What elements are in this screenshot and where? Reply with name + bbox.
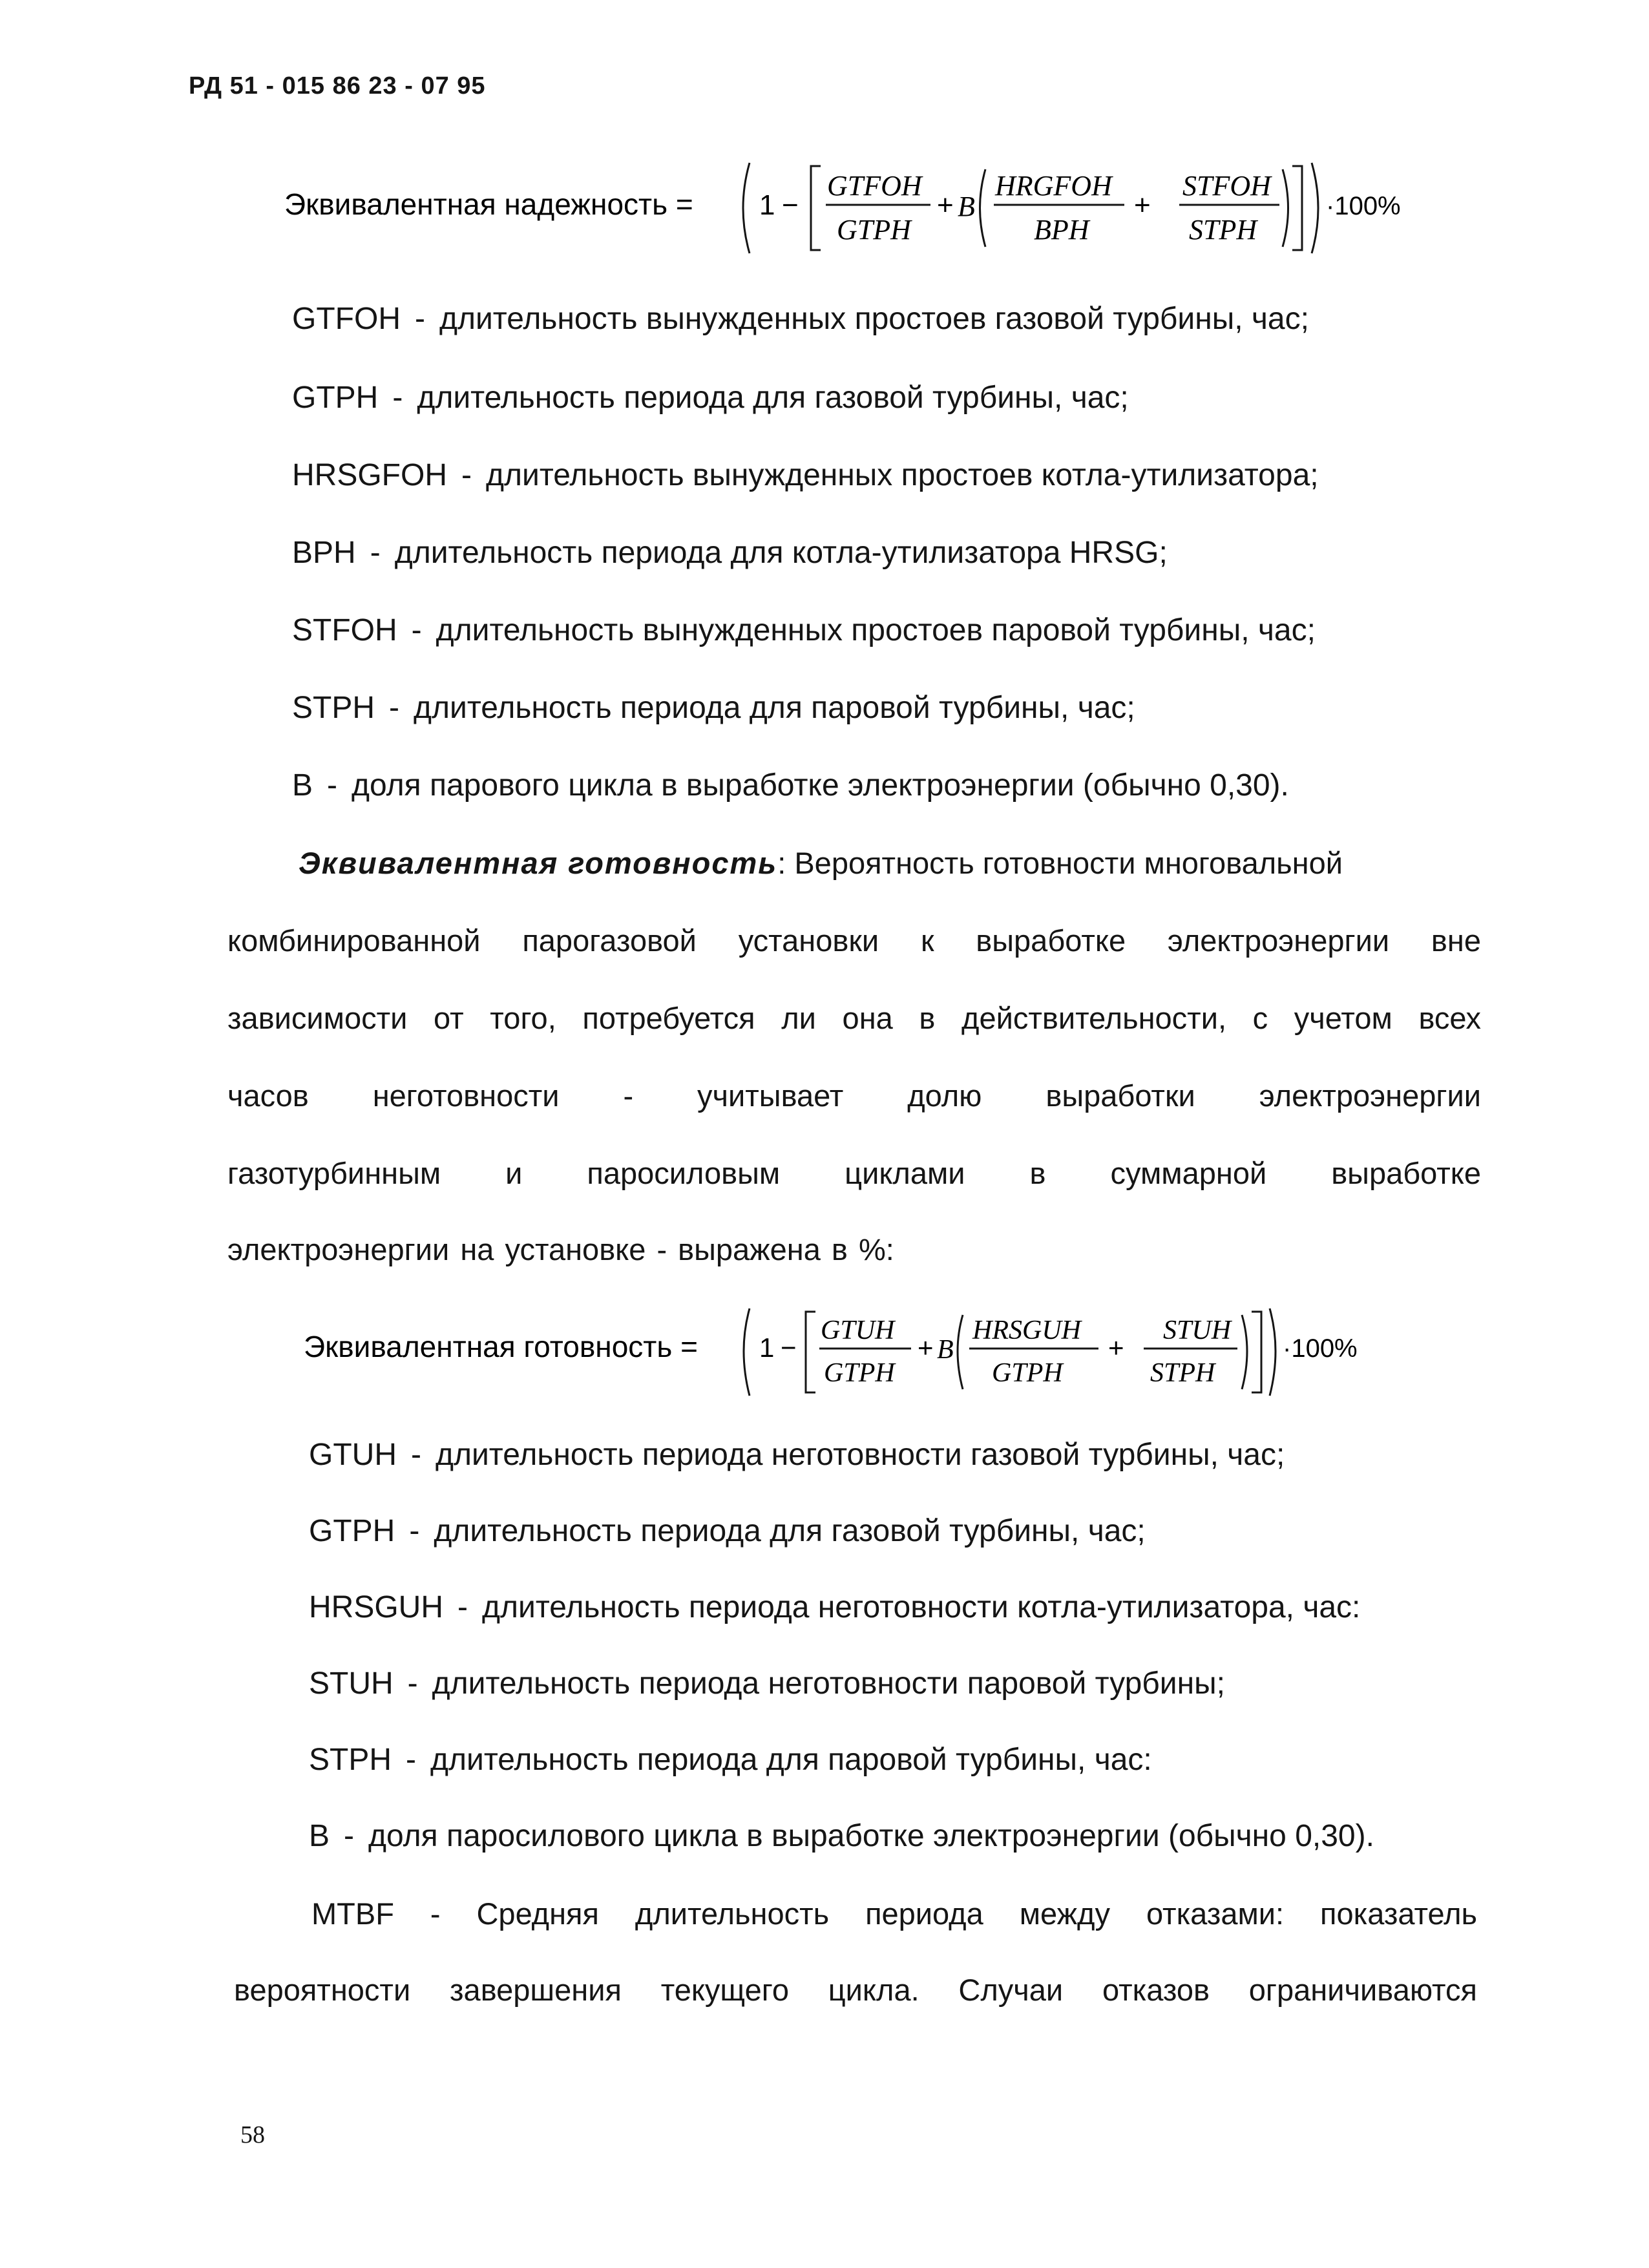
definition-line bbox=[292, 301, 1309, 337]
formula-plus: + bbox=[1134, 189, 1151, 221]
term3-numerator: STUH bbox=[1163, 1316, 1232, 1345]
formula-suffix: ·100% bbox=[1326, 192, 1401, 220]
definition-text: длительность вынужденных простоев паровой турбины, час; bbox=[436, 613, 1316, 647]
definition-line bbox=[292, 535, 1168, 571]
definition-separator: - bbox=[327, 768, 337, 803]
definition-separator: - bbox=[410, 1438, 421, 1472]
inner-paren-left bbox=[980, 169, 986, 247]
definition-text: длительность периода для газовой турбины, час; bbox=[434, 1514, 1146, 1548]
formula-equivalent-availability bbox=[304, 1292, 1467, 1409]
definition-text: длительность периода неготовности газовой турбины, час; bbox=[435, 1438, 1285, 1472]
outer-paren-right bbox=[1312, 163, 1318, 253]
term3-denominator: STPH bbox=[1189, 214, 1257, 246]
paragraph-line: электроэнергии на установке - выражена в %: bbox=[227, 1232, 894, 1266]
definition-term: GTFOH bbox=[292, 302, 401, 336]
term3-numerator: STFOH bbox=[1182, 170, 1271, 202]
definition-separator: - bbox=[461, 458, 472, 492]
definition-line bbox=[309, 1666, 1225, 1701]
definition-text: длительность периода для котла-утилизатора HRSG; bbox=[394, 536, 1168, 570]
formula-one: 1 bbox=[759, 189, 775, 221]
term2-denominator: GTPH bbox=[992, 1358, 1063, 1388]
formula-b: B bbox=[958, 191, 975, 222]
definition-separator: - bbox=[457, 1590, 468, 1624]
definition-term: STPH bbox=[309, 1743, 392, 1777]
definition-term: GTUH bbox=[309, 1438, 397, 1472]
definition-line bbox=[309, 1742, 1152, 1778]
formula-minus: − bbox=[781, 1332, 797, 1363]
outer-paren-right bbox=[1270, 1308, 1276, 1396]
definition-term: STUH bbox=[309, 1666, 394, 1701]
paragraph-line: вероятности завершения текущего цикла. Случаи отказов ограничиваются bbox=[234, 1973, 1477, 2007]
definition-line bbox=[309, 1513, 1146, 1549]
formula-plus: + bbox=[1108, 1332, 1124, 1363]
definition-line bbox=[309, 1590, 1360, 1625]
definition-separator: - bbox=[411, 613, 422, 647]
definition-separator: - bbox=[344, 1819, 354, 1853]
term2-numerator: HRGFOH bbox=[995, 170, 1112, 202]
definition-term: B bbox=[292, 768, 313, 803]
formula-minus: − bbox=[782, 189, 799, 221]
paragraph-line: зависимости от того, потребуется ли она в действительности, с учетом всех bbox=[227, 1001, 1481, 1035]
inner-paren-right bbox=[1242, 1315, 1247, 1389]
document-header-code: РД 51 - 015 86 23 - 07 95 bbox=[189, 72, 486, 100]
definition-line bbox=[292, 457, 1319, 493]
definition-text: длительность вынужденных простоев газовой турбины, час; bbox=[439, 302, 1309, 336]
formula-b: B bbox=[937, 1335, 954, 1365]
outer-paren-left bbox=[744, 1308, 750, 1396]
formula-label: Эквивалентная надежность = bbox=[284, 187, 693, 221]
formula-plus: + bbox=[918, 1332, 934, 1363]
definition-term: BPH bbox=[292, 536, 356, 570]
definition-line bbox=[292, 613, 1316, 648]
definition-separator: - bbox=[414, 302, 425, 336]
paragraph-text: : Вероятность готовности многовальной bbox=[777, 846, 1343, 880]
paragraph-lead-term: Эквивалентная готовность bbox=[299, 846, 778, 880]
bracket-left bbox=[811, 166, 821, 250]
definition-text: длительность периода для паровой турбины, час; bbox=[414, 691, 1135, 725]
definition-line bbox=[309, 1437, 1285, 1473]
formula-label: Эквивалентная готовность = bbox=[304, 1330, 698, 1363]
inner-paren-left bbox=[958, 1315, 963, 1389]
definition-line bbox=[309, 1818, 1374, 1854]
paragraph-line: часов неготовности - учитывает долю выработки электроэнергии bbox=[227, 1078, 1481, 1113]
formula-equivalent-reliability bbox=[284, 150, 1512, 266]
definition-text: доля паросилового цикла в выработке электроэнергии (обычно 0,30). bbox=[368, 1819, 1374, 1853]
term3-denominator: STPH bbox=[1150, 1358, 1215, 1388]
definition-term: HRSGFOH bbox=[292, 458, 447, 492]
paragraph-line bbox=[299, 845, 1481, 881]
definition-text: доля парового цикла в выработке электроэнергии (обычно 0,30). bbox=[352, 768, 1289, 803]
definition-separator: - bbox=[370, 536, 381, 570]
definition-line bbox=[292, 768, 1289, 803]
formula-one: 1 bbox=[759, 1332, 775, 1363]
bracket-right bbox=[1292, 166, 1302, 250]
page-number: 58 bbox=[240, 2121, 265, 2148]
paragraph-line: комбинированной парогазовой установки к выработке электроэнергии вне bbox=[227, 923, 1481, 958]
inner-paren-right bbox=[1283, 169, 1288, 247]
term2-denominator: BPH bbox=[1034, 214, 1089, 246]
definition-term: GTPH bbox=[309, 1514, 395, 1548]
definition-text: длительность периода неготовности котла-утилизатора, час: bbox=[482, 1590, 1361, 1624]
outer-paren-left bbox=[743, 163, 750, 253]
definition-term: STFOH bbox=[292, 613, 397, 647]
definition-text: длительность периода неготовности паровой турбины; bbox=[432, 1666, 1225, 1701]
term2-numerator: HRSGUH bbox=[972, 1316, 1081, 1345]
definition-line bbox=[292, 690, 1135, 726]
definition-separator: - bbox=[389, 691, 399, 725]
term1-numerator: GTUH bbox=[821, 1316, 895, 1345]
bracket-left bbox=[806, 1312, 815, 1392]
definition-separator: - bbox=[407, 1666, 418, 1701]
formula-suffix: ·100% bbox=[1283, 1334, 1358, 1363]
definition-term: B bbox=[309, 1819, 330, 1853]
term1-denominator: GTPH bbox=[837, 214, 911, 246]
definition-term: GTPH bbox=[292, 381, 379, 415]
term1-denominator: GTPH bbox=[824, 1358, 895, 1388]
formula-plus: + bbox=[937, 189, 954, 221]
definition-term: STPH bbox=[292, 691, 375, 725]
definition-separator: - bbox=[392, 381, 403, 415]
definition-text: длительность периода для газовой турбины, час; bbox=[417, 381, 1129, 415]
definition-text: длительность периода для паровой турбины, час: bbox=[430, 1743, 1152, 1777]
definition-separator: - bbox=[409, 1514, 420, 1548]
definition-line bbox=[292, 380, 1129, 415]
paragraph-line: MTBF - Средняя длительность периода между отказами: показатель bbox=[311, 1896, 1477, 1931]
bracket-right bbox=[1252, 1312, 1261, 1392]
term1-numerator: GTFOH bbox=[827, 170, 922, 202]
definition-text: длительность вынужденных простоев котла-утилизатора; bbox=[485, 458, 1319, 492]
definition-separator: - bbox=[406, 1743, 416, 1777]
paragraph-line: газотурбинным и паросиловым циклами в суммарной выработке bbox=[227, 1156, 1481, 1190]
definition-term: HRSGUH bbox=[309, 1590, 444, 1624]
